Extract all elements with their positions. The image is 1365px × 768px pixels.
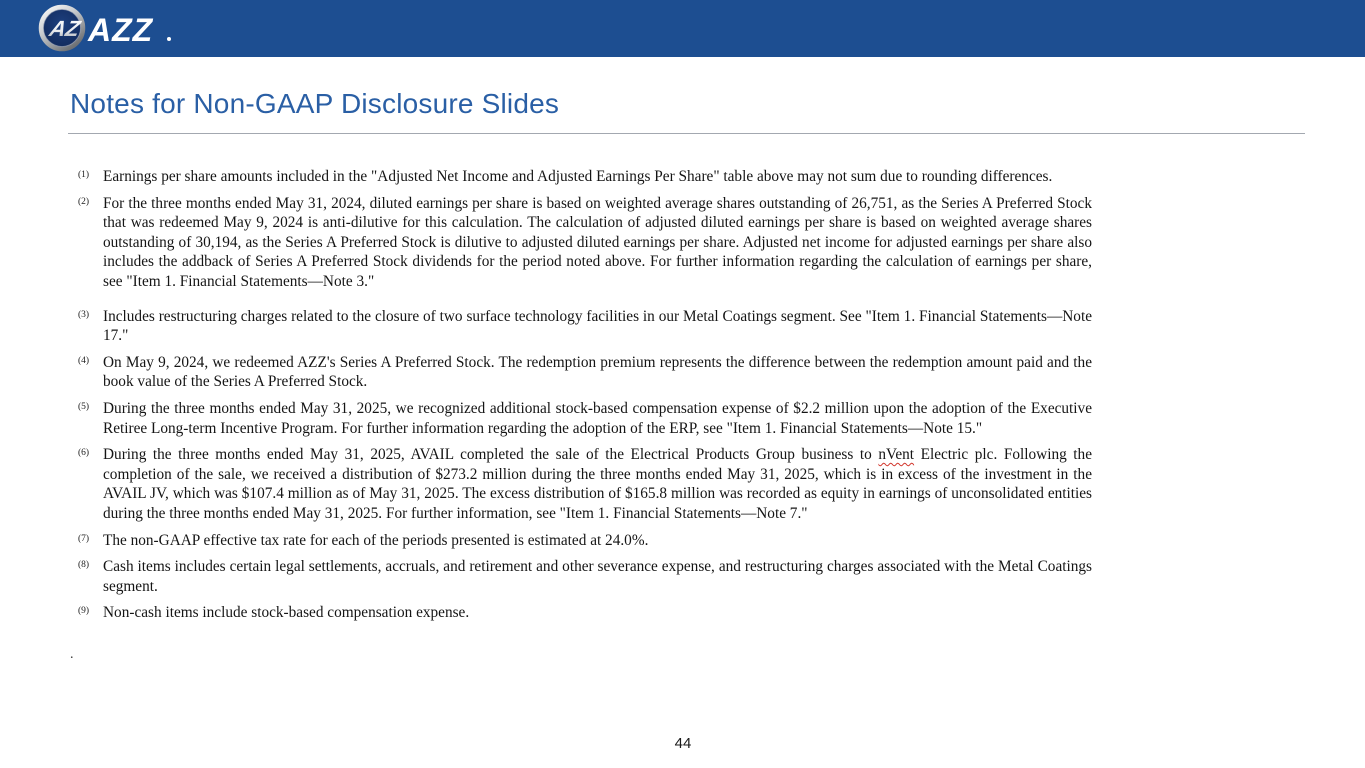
footnote-marker: (9) (78, 606, 90, 617)
footnote (78, 194, 1092, 292)
misspelled-word: nVent (878, 446, 915, 464)
footnote-marker: (7) (78, 533, 90, 544)
footnote (78, 531, 1092, 551)
footnote (78, 353, 1092, 392)
footnote (78, 603, 1092, 623)
svg-text:AZZ: AZZ (88, 12, 154, 48)
footnote (78, 445, 1092, 523)
footnote (78, 399, 1092, 438)
footnote-marker: (3) (78, 309, 90, 320)
azz-logo (36, 3, 176, 59)
footnote-marker: (4) (78, 355, 90, 366)
footnote (78, 557, 1092, 596)
footnote-marker: (5) (78, 401, 90, 412)
azz-logo-icon (36, 3, 176, 54)
footnote-text: Includes restructuring charges related to the closure of two surface technology facilities in our Metal Coatings segment. See "Item 1. Financial Statements—Note 17." (103, 307, 1092, 345)
footnote-marker: (2) (78, 196, 90, 207)
footnote-marker: (8) (78, 560, 90, 571)
header-bar (0, 0, 1365, 57)
footnote-text: Non-cash items include stock-based compensation expense. (103, 604, 470, 622)
footnote-text: Earnings per share amounts included in the "Adjusted Net Income and Adjusted Earnings Per Share" table above may not sum due to rounding differences. (103, 168, 1053, 185)
footnote-marker: (6) (78, 448, 90, 459)
footnote (78, 167, 1092, 187)
footnote-text: During the three months ended May 31, 2025, AVAIL completed the sale of the Electrical Products Group business to nVent Electric plc. Following the completion of the sale, we received a distribution of $273.2 million during the three months ended May 31, 2025, which is in excess of the investment in the AVAIL JV, which was $107.4 million as of May 31, 2025. The excess distribution of $165.8 million was recorded as equity in earnings of unconsolidated entities during the three months ended May 31, 2025. For further information, see "Item 1. Financial Statements—Note 7." (103, 446, 1092, 522)
footnote (78, 307, 1092, 346)
footnote-text: The non-GAAP effective tax rate for each of the periods presented is estimated at 24.0%. (103, 531, 649, 549)
svg-text:AZ: AZ (47, 16, 83, 41)
footnote-text: During the three months ended May 31, 2025, we recognized additional stock-based compensation expense of $2.2 million upon the adoption of the Executive Retiree Long-term Incentive Program. For further information regarding the adoption of the ERP, see "Item 1. Financial Statements—Note 15." (103, 399, 1092, 437)
stray-period: . (70, 647, 74, 662)
notes-list (78, 167, 1092, 630)
page-number: 44 (674, 735, 692, 752)
footnote-text: For the three months ended May 31, 2024, diluted earnings per share is based on weighted average shares outstanding of 26,751, as the Series A Preferred Stock that was redeemed May 9, 2024 is anti-dilutive for this calculation. The calculation of adjusted diluted earnings per share is based on weighted average shares outstanding of 30,194, as the Series A Preferred Stock is dilutive to adjusted diluted earnings per share. Adjusted net income for adjusted earnings per share also includes the addback of Series A Preferred Stock dividends for the period noted above. For further information regarding the calculation of earnings per share, see "Item 1. Financial Statements—Note 3." (103, 194, 1092, 290)
footnote-marker: (1) (78, 170, 90, 180)
footnote-text: On May 9, 2024, we redeemed AZZ's Series A Preferred Stock. The redemption premium represents the difference between the redemption amount paid and the book value of the Series A Preferred Stock. (103, 353, 1092, 391)
footnote-text: Cash items includes certain legal settlements, accruals, and retirement and other severance expense, and restructuring charges associated with the Metal Coatings segment. (103, 558, 1092, 595)
title-divider (68, 133, 1305, 134)
page-title: Notes for Non-GAAP Disclosure Slides (70, 88, 560, 119)
